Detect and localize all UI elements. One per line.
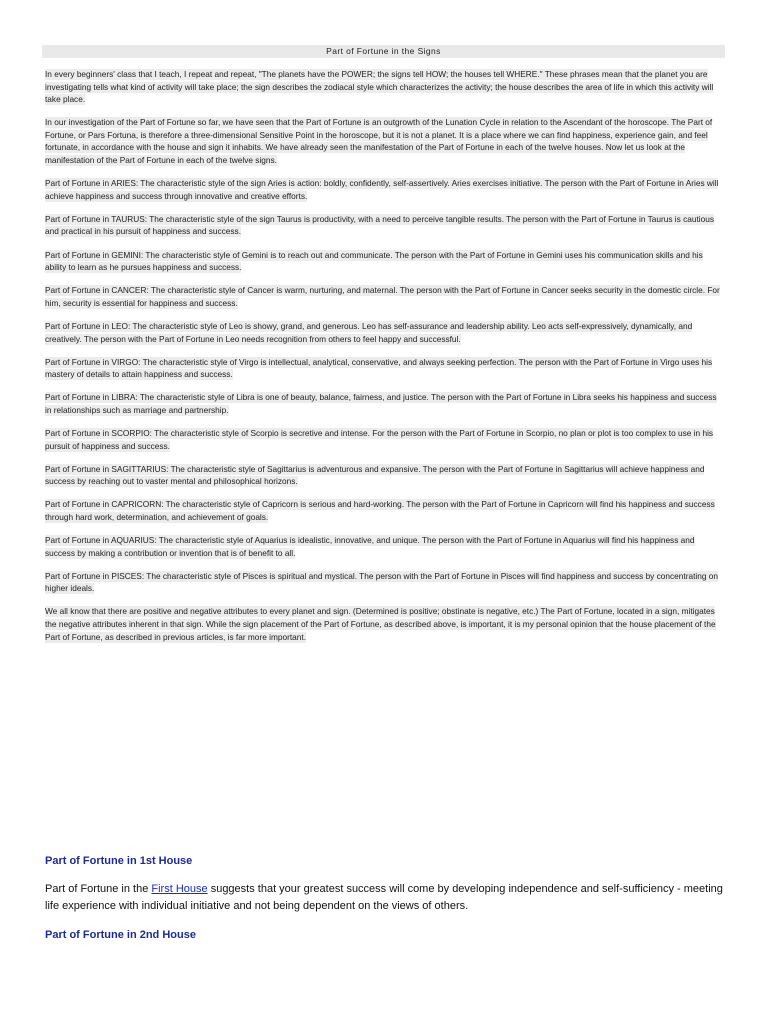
paragraph-pisces: Part of Fortune in PISCES: The characteristic style of Pisces is spiritual and mystical. The person with the Part of Fortune in Pisces will find happiness and success by concentrating on higher ideals. [45, 570, 718, 594]
paragraph-aries: Part of Fortune in ARIES: The characteristic style of the sign Aries is action: boldly, confidently, self-assertively. Aries exercises initiative. The person with the Part of Fortune in Aries will achieve happiness and success through innovative and creative efforts. [45, 178, 719, 201]
paragraph-gemini: Part of Fortune in GEMINI: The characteristic style of Gemini is to reach out and communicate. The person with the Part of Fortune in Gemini uses his communication skills and his ability to learn as he pursues happiness and success. [45, 249, 703, 273]
paragraph-scorpio: Part of Fortune in SCORPIO: The characteristic style of Scorpio is secretive and intense. For the person with the Part of Fortune in Scorpio, no plan or plot is too complex to use in his pursuit of happiness and success. [45, 427, 714, 451]
paragraph-virgo: Part of Fortune in VIRGO: The characteristic style of Virgo is intellectual, analytical, conservative, and always seeking perfection. The person with the Part of Fortune in Virgo uses his mastery of details to attain happiness and success. [45, 356, 713, 380]
paragraph-conclusion: We all know that there are positive and negative attributes to every planet and sign. (Determined is positive; obstinate is negative, etc.) The Part of Fortune, located in a sign, mitigates the negative attributes inherent in that sign. While the sign placement of the Part of Fortune, as described above, is important, it is my personal opinion that the house placement of the Part of Fortune, as described in previous articles, is far more important. [45, 606, 716, 642]
paragraph-intro: In every beginners' class that I teach, I repeat and repeat, "The planets have the POWER; the signs tell HOW; the houses tell WHERE." These phrases mean that the planet you are investigating tells what kind of activity will take place; the sign describes the zodiacal style which characterizes the activity; the house describes the area of life in which this activity will take place. [45, 69, 714, 105]
house-sections [45, 855, 725, 941]
first-house-link[interactable]: First House [151, 883, 208, 895]
section-heading-1st-house: Part of Fortune in 1st House [45, 855, 193, 867]
paragraph-taurus: Part of Fortune in TAURUS: The characteristic style of the sign Taurus is productivity, with a need to perceive tangible results. The person with the Part of Fortune in Taurus is cautious and practical in his pursuit of happiness and success. [45, 213, 714, 237]
paragraph-libra: Part of Fortune in LIBRA: The characteristic style of Libra is one of beauty, balance, fairness, and justice. The person with the Part of Fortune in Libra seeks his happiness and success in relationships such as marriage and partnership. [45, 392, 717, 415]
section-text-1st-house: Part of Fortune in the First House suggests that your greatest success will come by developing independence and self-sufficiency - meeting life experience with individual initiative and not being dependent on the views of others. [45, 883, 723, 912]
paragraph-capricorn: Part of Fortune in CAPRICORN: The characteristic style of Capricorn is serious and hard-working. The person with the Part of Fortune in Capricorn will find his happiness and success through hard work, determination, and achievement of goals. [45, 499, 715, 522]
paragraph-aquarius: Part of Fortune in AQUARIUS: The characteristic style of Aquarius is idealistic, innovative, and unique. The person with the Part of Fortune in Aquarius will find his happiness and success by making a contribution or invention that is of benefit to all. [45, 535, 695, 558]
document-title: Part of Fortune in the Signs [42, 45, 725, 58]
section-heading-2nd-house: Part of Fortune in 2nd House [45, 929, 196, 941]
paragraph-sagittarius: Part of Fortune in SAGITTARIUS: The characteristic style of Sagittarius is adventurous and expansive. The person with the Part of Fortune in Sagittarius will achieve happiness and success by reaching out to vaster mental and philosophical horizons. [45, 463, 705, 487]
article-body [45, 68, 723, 654]
paragraph-leo: Part of Fortune in LEO: The characteristic style of Leo is showy, grand, and generous. Leo has self-assurance and leadership ability. Leo acts self-expressively, dynamically, and creatively. The person with the Part of Fortune in Leo needs recognition from others to feel happy and successful. [45, 320, 693, 344]
paragraph-investigation: In our investigation of the Part of Fortune so far, we have seen that the Part of Fortune is an outgrowth of the Lunation Cycle in relation to the Ascendant of the horoscope. The Part of Fortune, or Pars Fortuna, is therefore a three-dimensional Sensitive Point in the horoscope, but it is not a planet. It is a place where we can find happiness, experience gain, and feel fortunate, in accordance with the house and sign it inhabits. We have already seen the manifestation of the Part of Fortune in each of the twelve houses. Now let us look at the manifestation of the Part of Fortune in each of the twelve signs. [45, 117, 713, 166]
paragraph-cancer: Part of Fortune in CANCER: The characteristic style of Cancer is warm, nurturing, and maternal. The person with the Part of Fortune in Cancer seeks security in the domestic circle. For him, security is essential for happiness and success. [45, 285, 720, 308]
